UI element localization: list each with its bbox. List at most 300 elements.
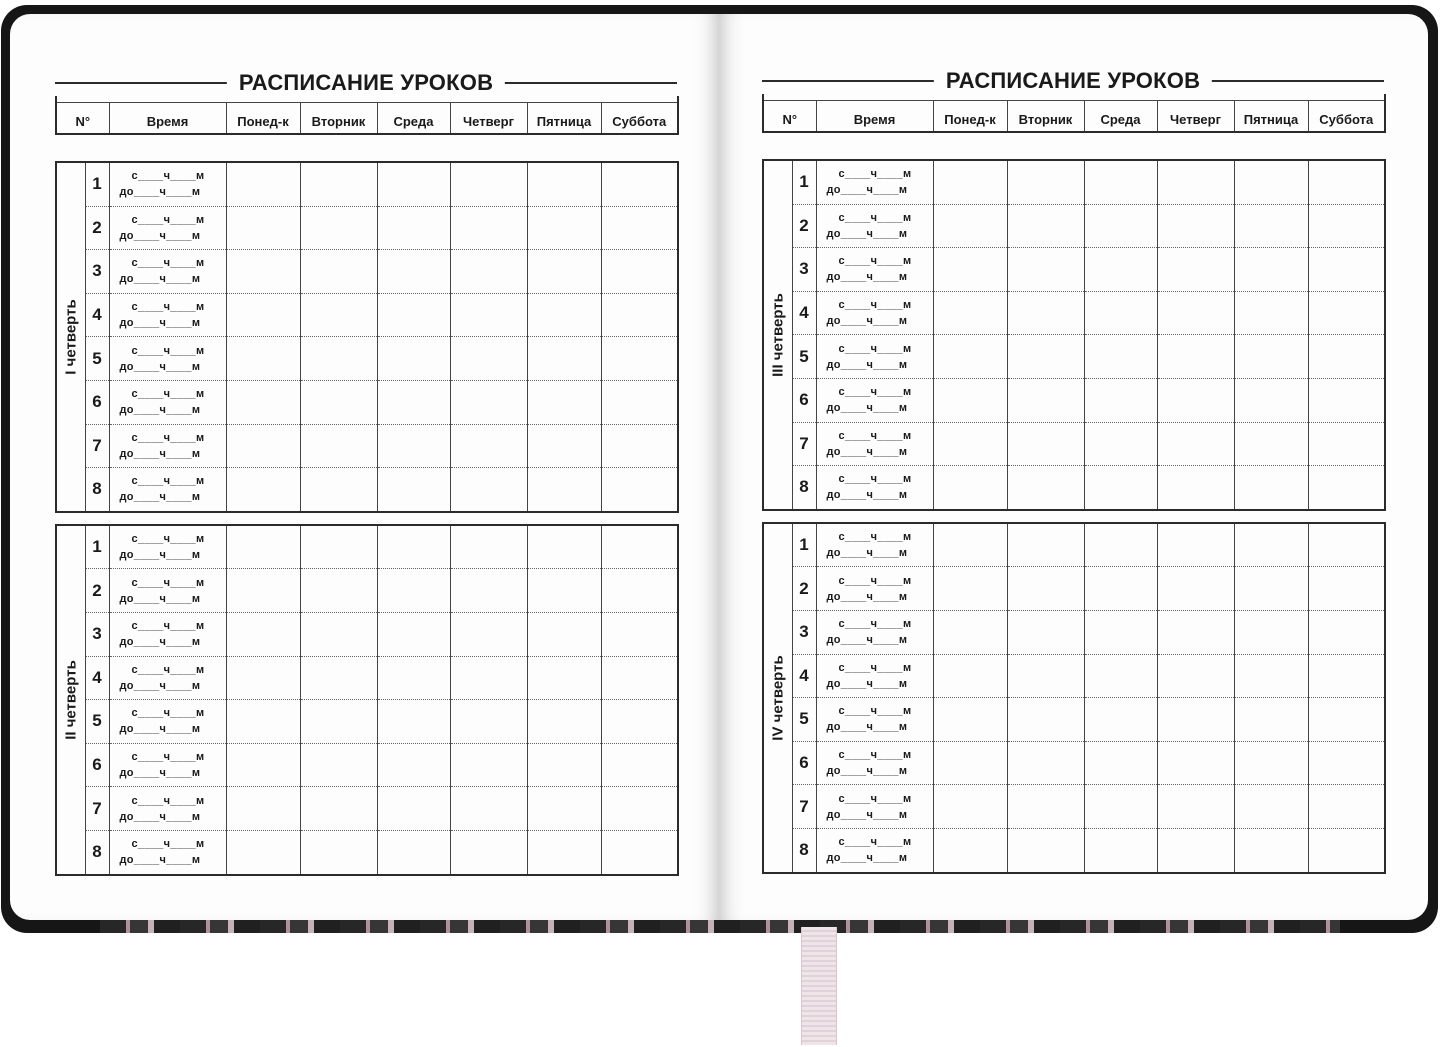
header-time: Время xyxy=(816,101,933,133)
schedule-cell[interactable] xyxy=(1234,567,1308,611)
schedule-cell[interactable] xyxy=(527,337,601,381)
schedule-cell[interactable] xyxy=(601,424,678,468)
schedule-cell[interactable] xyxy=(1308,610,1385,654)
time-to: до____ч____м xyxy=(826,634,908,647)
schedule-cell[interactable] xyxy=(450,569,527,613)
lesson-time[interactable] xyxy=(816,567,933,611)
schedule-cell[interactable] xyxy=(1157,248,1234,292)
schedule-cell[interactable] xyxy=(300,743,377,787)
schedule-cell[interactable] xyxy=(377,525,450,569)
schedule-cell[interactable] xyxy=(226,468,300,512)
time-from: с____ч____м xyxy=(838,661,912,674)
lesson-time[interactable] xyxy=(109,468,226,512)
schedule-cell[interactable] xyxy=(527,162,601,206)
lesson-time[interactable] xyxy=(109,612,226,656)
schedule-cell[interactable] xyxy=(601,337,678,381)
schedule-cell[interactable] xyxy=(601,380,678,424)
schedule-cell[interactable] xyxy=(1084,523,1157,567)
time-to: до____ч____м xyxy=(119,679,201,692)
schedule-cell[interactable] xyxy=(527,830,601,874)
schedule-cell[interactable] xyxy=(933,828,1007,872)
schedule-cell[interactable] xyxy=(1308,654,1385,698)
schedule-cell[interactable] xyxy=(450,656,527,700)
lesson-time[interactable] xyxy=(816,204,933,248)
schedule-cell[interactable] xyxy=(1234,291,1308,335)
schedule-cell[interactable] xyxy=(300,525,377,569)
schedule-cell[interactable] xyxy=(1084,248,1157,292)
schedule-cell[interactable] xyxy=(1007,248,1084,292)
lesson-row xyxy=(763,291,1385,335)
schedule-cell[interactable] xyxy=(226,293,300,337)
page-title: РАСПИСАНИЕ УРОКОВ xyxy=(934,68,1212,94)
quarter-cell xyxy=(763,160,792,510)
schedule-cell[interactable] xyxy=(1234,610,1308,654)
schedule-cell[interactable] xyxy=(450,250,527,294)
lesson-time[interactable] xyxy=(109,700,226,744)
lesson-time[interactable] xyxy=(109,162,226,206)
schedule-cell[interactable] xyxy=(1157,291,1234,335)
schedule-cell[interactable] xyxy=(1084,654,1157,698)
schedule-cell[interactable] xyxy=(377,656,450,700)
schedule-cell[interactable] xyxy=(1234,466,1308,510)
lesson-row xyxy=(56,468,678,512)
schedule-cell[interactable] xyxy=(1007,466,1084,510)
schedule-cell[interactable] xyxy=(1084,785,1157,829)
schedule-cell[interactable] xyxy=(377,424,450,468)
schedule-cell[interactable] xyxy=(226,700,300,744)
cover-pattern-edge xyxy=(100,920,1340,933)
schedule-cell[interactable] xyxy=(1157,204,1234,248)
schedule-cell[interactable] xyxy=(527,612,601,656)
lesson-number: 6 xyxy=(85,743,109,787)
schedule-cell[interactable] xyxy=(933,378,1007,422)
lesson-time[interactable] xyxy=(109,525,226,569)
schedule-cell[interactable] xyxy=(226,743,300,787)
schedule-cell[interactable] xyxy=(450,612,527,656)
header-monday: Понед-к xyxy=(226,103,300,135)
lesson-time[interactable] xyxy=(816,785,933,829)
schedule-cell[interactable] xyxy=(527,424,601,468)
schedule-cell[interactable] xyxy=(1007,698,1084,742)
time-from: с____ч____м xyxy=(838,211,912,224)
column-header xyxy=(55,96,679,135)
lesson-time[interactable] xyxy=(109,830,226,874)
schedule-cell[interactable] xyxy=(450,700,527,744)
lesson-time[interactable] xyxy=(816,291,933,335)
schedule-cell[interactable] xyxy=(377,787,450,831)
schedule-cell[interactable] xyxy=(1234,785,1308,829)
schedule-cell[interactable] xyxy=(1234,248,1308,292)
schedule-cell[interactable] xyxy=(1084,291,1157,335)
schedule-cell[interactable] xyxy=(1007,610,1084,654)
schedule-cell[interactable] xyxy=(377,612,450,656)
schedule-cell[interactable] xyxy=(527,569,601,613)
schedule-cell[interactable] xyxy=(226,337,300,381)
time-from: с____ч____м xyxy=(131,620,205,633)
lesson-time[interactable] xyxy=(816,160,933,204)
schedule-cell[interactable] xyxy=(933,567,1007,611)
time-from: с____ч____м xyxy=(838,618,912,631)
schedule-cell[interactable] xyxy=(226,380,300,424)
schedule-cell[interactable] xyxy=(933,785,1007,829)
lesson-number: 1 xyxy=(792,523,816,567)
schedule-cell[interactable] xyxy=(601,162,678,206)
schedule-cell[interactable] xyxy=(1234,335,1308,379)
lesson-number: 4 xyxy=(792,291,816,335)
schedule-cell[interactable] xyxy=(1157,378,1234,422)
time-to: до____ч____м xyxy=(119,229,201,242)
lesson-number: 2 xyxy=(85,569,109,613)
schedule-cell[interactable] xyxy=(450,743,527,787)
schedule-cell[interactable] xyxy=(933,698,1007,742)
lesson-row xyxy=(56,525,678,569)
schedule-cell[interactable] xyxy=(226,525,300,569)
schedule-cell[interactable] xyxy=(1084,610,1157,654)
schedule-cell[interactable] xyxy=(933,204,1007,248)
lesson-number: 1 xyxy=(85,525,109,569)
lesson-time[interactable] xyxy=(816,422,933,466)
time-from: с____ч____м xyxy=(838,342,912,355)
lesson-time[interactable] xyxy=(816,828,933,872)
header-monday: Понед-к xyxy=(933,101,1007,133)
schedule-cell[interactable] xyxy=(300,656,377,700)
schedule-cell[interactable] xyxy=(933,610,1007,654)
schedule-cell[interactable] xyxy=(226,162,300,206)
quarter-block xyxy=(55,524,679,876)
schedule-cell[interactable] xyxy=(933,741,1007,785)
schedule-cell[interactable] xyxy=(1234,378,1308,422)
schedule-cell[interactable] xyxy=(300,250,377,294)
schedule-cell[interactable] xyxy=(1007,335,1084,379)
lesson-number: 3 xyxy=(792,610,816,654)
schedule-cell[interactable] xyxy=(377,569,450,613)
schedule-cell[interactable] xyxy=(300,380,377,424)
schedule-cell[interactable] xyxy=(601,612,678,656)
quarter-label: II четверть xyxy=(62,659,80,740)
time-to: до____ч____м xyxy=(119,767,201,780)
schedule-cell[interactable] xyxy=(226,569,300,613)
schedule-cell[interactable] xyxy=(527,525,601,569)
schedule-cell[interactable] xyxy=(1234,654,1308,698)
schedule-cell[interactable] xyxy=(1157,523,1234,567)
schedule-cell[interactable] xyxy=(226,424,300,468)
schedule-cell[interactable] xyxy=(933,523,1007,567)
lesson-time[interactable] xyxy=(109,743,226,787)
schedule-cell[interactable] xyxy=(933,335,1007,379)
lesson-time[interactable] xyxy=(816,248,933,292)
schedule-cell[interactable] xyxy=(527,468,601,512)
bookmark-ribbon[interactable] xyxy=(801,927,837,1045)
schedule-cell[interactable] xyxy=(601,468,678,512)
schedule-cell[interactable] xyxy=(933,248,1007,292)
schedule-cell[interactable] xyxy=(1007,785,1084,829)
schedule-cell[interactable] xyxy=(1007,291,1084,335)
schedule-cell[interactable] xyxy=(1007,378,1084,422)
lesson-time[interactable] xyxy=(109,206,226,250)
schedule-cell[interactable] xyxy=(226,250,300,294)
schedule-cell[interactable] xyxy=(300,424,377,468)
schedule-cell[interactable] xyxy=(1084,204,1157,248)
lesson-number: 4 xyxy=(792,654,816,698)
time-to: до____ч____м xyxy=(826,808,908,821)
lesson-row xyxy=(56,380,678,424)
time-from: с____ч____м xyxy=(838,299,912,312)
schedule-cell[interactable] xyxy=(1308,828,1385,872)
schedule-cell[interactable] xyxy=(226,787,300,831)
lesson-time[interactable] xyxy=(816,741,933,785)
schedule-cell[interactable] xyxy=(601,787,678,831)
schedule-cell[interactable] xyxy=(1308,785,1385,829)
lesson-row xyxy=(763,248,1385,292)
schedule-cell[interactable] xyxy=(377,162,450,206)
lesson-row xyxy=(763,378,1385,422)
schedule-cell[interactable] xyxy=(1234,698,1308,742)
schedule-cell[interactable] xyxy=(377,206,450,250)
time-from: с____ч____м xyxy=(838,836,912,849)
schedule-cell[interactable] xyxy=(450,525,527,569)
lesson-time[interactable] xyxy=(109,380,226,424)
schedule-cell[interactable] xyxy=(1084,828,1157,872)
schedule-cell[interactable] xyxy=(1007,654,1084,698)
schedule-cell[interactable] xyxy=(1234,422,1308,466)
schedule-cell[interactable] xyxy=(450,337,527,381)
header-number: N° xyxy=(763,101,816,133)
lesson-time[interactable] xyxy=(109,293,226,337)
schedule-cell[interactable] xyxy=(1308,335,1385,379)
schedule-cell[interactable] xyxy=(527,700,601,744)
time-to: до____ч____м xyxy=(119,447,201,460)
schedule-cell[interactable] xyxy=(1157,610,1234,654)
schedule-cell[interactable] xyxy=(300,787,377,831)
schedule-cell[interactable] xyxy=(1308,567,1385,611)
schedule-cell[interactable] xyxy=(1308,698,1385,742)
lesson-time[interactable] xyxy=(816,698,933,742)
schedule-cell[interactable] xyxy=(226,830,300,874)
schedule-cell[interactable] xyxy=(1084,698,1157,742)
time-from: с____ч____м xyxy=(131,213,205,226)
header-thursday: Четверг xyxy=(450,103,527,135)
lesson-time[interactable] xyxy=(109,787,226,831)
lesson-time[interactable] xyxy=(109,656,226,700)
time-from: с____ч____м xyxy=(131,707,205,720)
schedule-cell[interactable] xyxy=(226,612,300,656)
schedule-cell[interactable] xyxy=(1157,422,1234,466)
time-to: до____ч____м xyxy=(826,489,908,502)
quarter-label: IV четверть xyxy=(769,654,787,741)
time-from: с____ч____м xyxy=(131,533,205,546)
time-to: до____ч____м xyxy=(119,810,201,823)
lesson-number: 3 xyxy=(85,612,109,656)
lesson-time[interactable] xyxy=(109,337,226,381)
schedule-cell[interactable] xyxy=(1234,160,1308,204)
schedule-cell[interactable] xyxy=(450,424,527,468)
lesson-number: 5 xyxy=(85,337,109,381)
schedule-cell[interactable] xyxy=(1007,567,1084,611)
time-from: с____ч____м xyxy=(131,576,205,589)
schedule-cell[interactable] xyxy=(1157,567,1234,611)
time-from: с____ч____м xyxy=(131,794,205,807)
schedule-cell[interactable] xyxy=(1007,204,1084,248)
schedule-cell[interactable] xyxy=(450,162,527,206)
schedule-cell[interactable] xyxy=(300,337,377,381)
quarter-cell xyxy=(763,523,792,873)
schedule-cell[interactable] xyxy=(1157,466,1234,510)
schedule-cell[interactable] xyxy=(450,830,527,874)
lesson-number: 4 xyxy=(85,293,109,337)
schedule-cell[interactable] xyxy=(377,700,450,744)
schedule-cell[interactable] xyxy=(1084,466,1157,510)
schedule-cell[interactable] xyxy=(377,380,450,424)
schedule-cell[interactable] xyxy=(527,293,601,337)
schedule-cell[interactable] xyxy=(226,206,300,250)
time-to: до____ч____м xyxy=(826,677,908,690)
schedule-cell[interactable] xyxy=(601,830,678,874)
schedule-cell[interactable] xyxy=(601,656,678,700)
schedule-cell[interactable] xyxy=(1308,291,1385,335)
schedule-cell[interactable] xyxy=(601,293,678,337)
schedule-cell[interactable] xyxy=(1308,741,1385,785)
lesson-time[interactable] xyxy=(816,335,933,379)
schedule-cell[interactable] xyxy=(450,787,527,831)
schedule-cell[interactable] xyxy=(601,700,678,744)
schedule-cell[interactable] xyxy=(1084,335,1157,379)
lesson-row xyxy=(56,293,678,337)
time-from: с____ч____м xyxy=(131,475,205,488)
schedule-cell[interactable] xyxy=(933,422,1007,466)
schedule-cell[interactable] xyxy=(527,206,601,250)
lesson-row xyxy=(763,567,1385,611)
schedule-cell[interactable] xyxy=(300,830,377,874)
time-to: до____ч____м xyxy=(826,402,908,415)
quarter-cell xyxy=(56,162,85,512)
schedule-cell[interactable] xyxy=(226,656,300,700)
quarter-block xyxy=(762,159,1386,511)
lesson-number: 1 xyxy=(85,162,109,206)
lesson-time[interactable] xyxy=(816,378,933,422)
schedule-cell[interactable] xyxy=(450,293,527,337)
time-from: с____ч____м xyxy=(838,531,912,544)
lesson-number: 5 xyxy=(85,700,109,744)
schedule-cell[interactable] xyxy=(933,466,1007,510)
schedule-cell[interactable] xyxy=(377,337,450,381)
lesson-time[interactable] xyxy=(109,569,226,613)
schedule-cell[interactable] xyxy=(377,250,450,294)
schedule-cell[interactable] xyxy=(601,206,678,250)
schedule-cell[interactable] xyxy=(450,380,527,424)
schedule-cell[interactable] xyxy=(300,700,377,744)
schedule-cell[interactable] xyxy=(450,206,527,250)
schedule-cell[interactable] xyxy=(1084,422,1157,466)
schedule-cell[interactable] xyxy=(1084,160,1157,204)
lesson-time[interactable] xyxy=(109,250,226,294)
lesson-time[interactable] xyxy=(816,466,933,510)
schedule-cell[interactable] xyxy=(300,162,377,206)
schedule-cell[interactable] xyxy=(527,787,601,831)
schedule-cell[interactable] xyxy=(1007,160,1084,204)
schedule-cell[interactable] xyxy=(1157,160,1234,204)
schedule-cell[interactable] xyxy=(1084,741,1157,785)
lesson-time[interactable] xyxy=(816,523,933,567)
schedule-cell[interactable] xyxy=(1157,741,1234,785)
schedule-cell[interactable] xyxy=(527,250,601,294)
schedule-cell[interactable] xyxy=(933,291,1007,335)
time-from: с____ч____м xyxy=(131,257,205,270)
schedule-cell[interactable] xyxy=(1308,378,1385,422)
schedule-cell[interactable] xyxy=(300,206,377,250)
schedule-cell[interactable] xyxy=(300,293,377,337)
time-to: до____ч____м xyxy=(826,852,908,865)
schedule-cell[interactable] xyxy=(377,830,450,874)
schedule-cell[interactable] xyxy=(601,569,678,613)
header-friday: Пятница xyxy=(1234,101,1308,133)
schedule-cell[interactable] xyxy=(1308,204,1385,248)
schedule-cell[interactable] xyxy=(377,743,450,787)
schedule-cell[interactable] xyxy=(1308,248,1385,292)
schedule-cell[interactable] xyxy=(1007,741,1084,785)
schedule-cell[interactable] xyxy=(1308,523,1385,567)
schedule-cell[interactable] xyxy=(1234,741,1308,785)
time-to: до____ч____м xyxy=(826,184,908,197)
time-to: до____ч____м xyxy=(826,358,908,371)
schedule-cell[interactable] xyxy=(1234,828,1308,872)
time-to: до____ч____м xyxy=(119,186,201,199)
schedule-cell[interactable] xyxy=(1308,160,1385,204)
schedule-cell[interactable] xyxy=(601,250,678,294)
schedule-cell[interactable] xyxy=(1157,698,1234,742)
schedule-cell[interactable] xyxy=(300,612,377,656)
schedule-cell[interactable] xyxy=(601,743,678,787)
schedule-cell[interactable] xyxy=(1084,567,1157,611)
schedule-cell[interactable] xyxy=(300,468,377,512)
lesson-time[interactable] xyxy=(816,610,933,654)
schedule-cell[interactable] xyxy=(527,656,601,700)
schedule-cell[interactable] xyxy=(933,654,1007,698)
schedule-cell[interactable] xyxy=(1234,523,1308,567)
schedule-cell[interactable] xyxy=(1157,785,1234,829)
lesson-time[interactable] xyxy=(816,654,933,698)
schedule-cell[interactable] xyxy=(450,468,527,512)
schedule-cell[interactable] xyxy=(300,569,377,613)
schedule-cell[interactable] xyxy=(1234,204,1308,248)
schedule-cell[interactable] xyxy=(377,293,450,337)
schedule-cell[interactable] xyxy=(527,380,601,424)
schedule-cell[interactable] xyxy=(1157,828,1234,872)
lesson-number: 2 xyxy=(792,204,816,248)
quarter-block xyxy=(55,161,679,513)
lesson-number: 8 xyxy=(85,830,109,874)
time-from: с____ч____м xyxy=(838,473,912,486)
time-from: с____ч____м xyxy=(838,749,912,762)
schedule-cell[interactable] xyxy=(1007,828,1084,872)
lesson-row xyxy=(763,523,1385,567)
schedule-cell[interactable] xyxy=(933,160,1007,204)
schedule-cell[interactable] xyxy=(1157,335,1234,379)
schedule-cell[interactable] xyxy=(527,743,601,787)
schedule-cell[interactable] xyxy=(1308,466,1385,510)
schedule-cell[interactable] xyxy=(1157,654,1234,698)
schedule-cell[interactable] xyxy=(601,525,678,569)
schedule-cell[interactable] xyxy=(1084,378,1157,422)
lesson-number: 8 xyxy=(85,468,109,512)
quarter-label: III четверть xyxy=(769,292,787,377)
time-to: до____ч____м xyxy=(119,549,201,562)
lesson-time[interactable] xyxy=(109,424,226,468)
schedule-cell[interactable] xyxy=(377,468,450,512)
time-to: до____ч____м xyxy=(826,315,908,328)
schedule-cell[interactable] xyxy=(1308,422,1385,466)
schedule-cell[interactable] xyxy=(1007,422,1084,466)
schedule-cell[interactable] xyxy=(1007,523,1084,567)
